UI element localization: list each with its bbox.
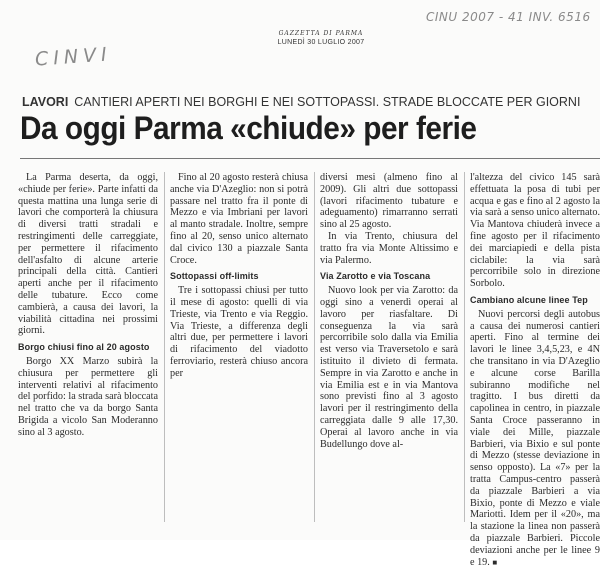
paragraph: diversi mesi (almeno fino al 2009). Gli altri due sottopassi (lavori rifacimento tubature e adeguamento) rimarranno serrati sino al 25 agosto. <box>320 172 458 231</box>
paragraph: Nuovo look per via Zarotto: da oggi sino a venerdì operai al lavoro per riasfaltare. Di conseguenza la via sarà percorribile solo dalla via Emilia est verso via Traversetolo e sarà istituito il divieto di fermata. Sempre in via Zarotto e anche in via Emilia est e in via Mantova sono previsti fino al 3 agosto lavori per il restringimento della carreggiata dalle 9 alle 17,30. Operai al lavoro anche in via Budellungo dove al- <box>320 285 458 450</box>
masthead <box>246 30 396 46</box>
headline-rule <box>20 158 600 159</box>
column-divider <box>464 172 465 522</box>
paragraph: Tre i sottopassi chiusi per tutto il mese di agosto: quelli di via Trieste, via Trento e via Reggio. Via Trieste, a differenza degli altri due, per permettere i lavori di rifacimento del viadotto ferroviario, resterà chiuso ancora per <box>170 285 308 379</box>
kicker <box>22 95 580 109</box>
subheading: Borgo chiusi fino al 20 agosto <box>18 342 150 353</box>
subheading: Sottopassi off-limits <box>170 271 259 282</box>
paragraph <box>470 309 600 568</box>
article-column-1 <box>18 172 158 439</box>
paragraph: Borgo XX Marzo subirà la chiusura per permettere gli interventi relativi al rifacimento del porfido: la strada sarà bloccata nel tratto che va da borgo Santa Brigida a vicolo San Moderanno sino al 3 agosto. <box>18 355 159 438</box>
handwritten-annotation-right: CINU 2007 - 41 INV. 6516 <box>426 10 591 24</box>
headline: Da oggi Parma «chiude» per ferie <box>20 110 477 146</box>
column-divider <box>314 172 315 522</box>
article-column-2 <box>170 172 308 380</box>
kicker-text: CANTIERI APERTI NEI BORGHI E NEI SOTTOPASSI. STRADE BLOCCATE PER GIORNI <box>74 95 581 109</box>
publication-date: LUNEDÌ 30 LUGLIO 2007 <box>277 39 365 46</box>
column-divider <box>164 172 165 522</box>
end-mark: ■ <box>492 557 498 567</box>
paragraph: Fino al 20 agosto resterà chiusa anche via D'Azeglio: non si potrà passare nel tratto fra il ponte di Mezzo e via Imbriani per lavori al manto stradale. Inoltre, sempre fino al 20, senso unico alternato dal civico 130 a piazzale Santa Croce. <box>170 172 308 266</box>
section-label: LAVORI <box>22 95 69 109</box>
newspaper-name: GAZZETTA DI PARMA <box>278 30 364 37</box>
subheading: Cambiano alcune linee Tep <box>470 294 588 305</box>
paragraph: La Parma deserta, da oggi, «chiude per ferie». Parte infatti da questa mattina una lunga serie di lavori che comporterà la chiusura di diversi tratti stradali e restringimenti delle carreggiate, per permettere il rifacimento dell'asfalto di alcune arterie principali della città. Cantieri aperti anche per il rifacimento delle tubature. Ecco come cambierà, a causa dei lavori, la viabilità cittadina nei prossimi giorni. <box>18 172 158 337</box>
handwritten-annotation-left: CINVI <box>34 43 113 71</box>
article-column-3 <box>320 172 458 450</box>
paragraph: l'altezza del civico 145 sarà effettuata la posa di tubi per acqua e gas e fino al 2 agosto la via sarà a senso unico alternato. Via Mantova chiuderà invece a fine agosto per il rifacimento dei marciapiedi e della pista ciclabile: la via sarà percorribile solo in direzione Sorbolo. <box>470 172 600 290</box>
paragraph-text: Nuovi percorsi degli autobus a causa dei numerosi cantieri aperti. Fino al termine dei lavori le linee 3,4,5,23, e 4N che transitano in via D'Azeglio e alcune corse Barilla subiranno modifiche nel tragitto. I bus diretti da capolinea in centro, in piazzale Santa Croce passeranno in viale dei Mille, piazzale Barbieri, via Bixio e sul ponte di Mezzo (stesse deviazione in senso opposto). La «7» per la tratta Campus-centro passerà da piazzale Barbieri a via Bixio, ponte di Mezzo e viale Mariotti. Idem per il «20», ma la stazione la linea non passerà da piazzale Barbieri. Piccole deviazioni anche per le linee 9 e 19. <box>470 308 600 568</box>
article-column-4 <box>470 172 600 568</box>
subheading: Via Zarotto e via Toscana <box>320 271 431 282</box>
paragraph: In via Trento, chiusura del tratto fra via Monte Altissimo e via Palermo. <box>320 230 458 266</box>
